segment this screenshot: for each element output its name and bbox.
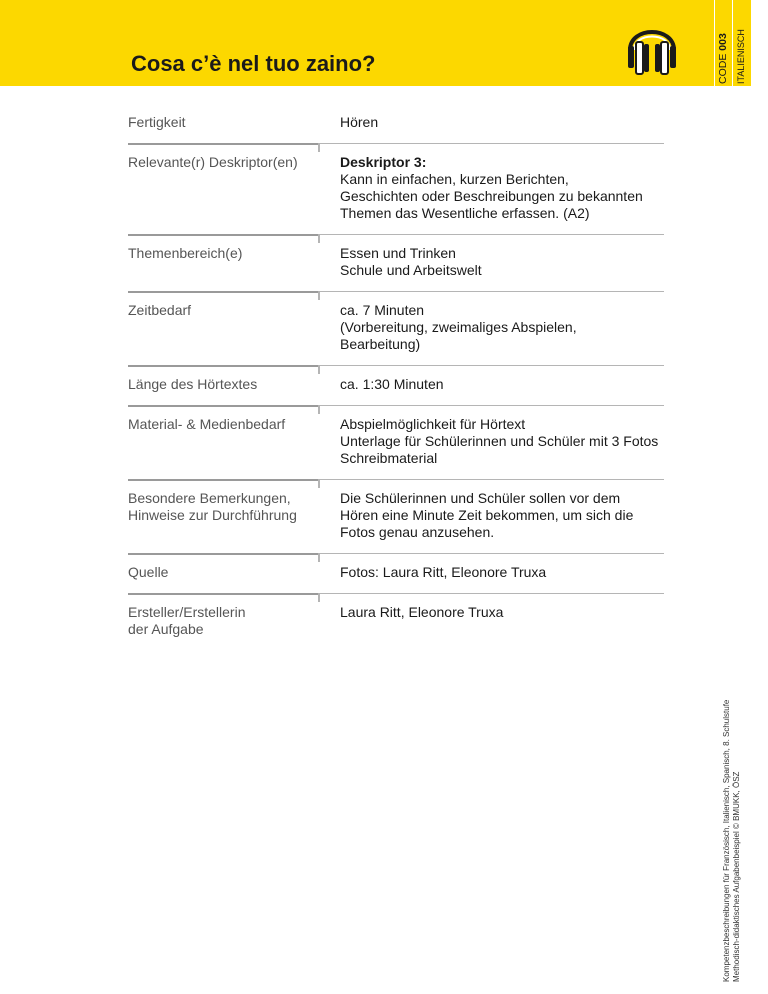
row-themenbereich (128, 234, 664, 291)
row-value: Abspielmöglichkeit für Hörtext Unterlage für Schülerinnen und Schüler mit 3 Fotos Schreibmaterial (340, 416, 659, 466)
row-bemerkungen (128, 479, 664, 553)
footer-credit (722, 700, 742, 982)
code-number: 003 (717, 33, 729, 51)
row-value: Hören (340, 114, 379, 130)
row-value: ca. 1:30 Minuten (340, 376, 444, 392)
row-value: ca. 7 Minuten (Vorbereitung, zweimaliges Abspielen, Bearbeitung) (340, 302, 577, 352)
footer-credit-line-2: Methodisch-didaktisches Aufgabenbeispiel © BMUKK, ÖSZ (732, 771, 741, 982)
row-label: Themenbereich(e) (128, 245, 243, 261)
row-laenge (128, 365, 664, 405)
row-value: Die Schülerinnen und Schüler sollen vor dem Hören eine Minute Zeit bekommen, um sich die Fotos genau anzusehen. (340, 490, 634, 540)
row-label: Material- & Medienbedarf (128, 416, 286, 432)
side-tab-divider (732, 0, 733, 86)
subject-label: ITALIENISCH (736, 29, 746, 84)
row-ersteller (128, 593, 664, 650)
task-info-table (128, 104, 664, 650)
row-label: Quelle (128, 564, 169, 580)
row-deskriptor (128, 143, 664, 234)
headphones-icon (624, 18, 680, 78)
row-label: Besondere Bemerkungen, Hinweise zur Durchführung (128, 490, 297, 523)
row-value: Fotos: Laura Ritt, Eleonore Truxa (340, 564, 547, 580)
descriptor-title: Deskriptor 3: (340, 154, 427, 170)
row-label: Relevante(r) Deskriptor(en) (128, 154, 298, 170)
footer-credit-line-1: Kompetenzbeschreibungen für Französisch, Italienisch, Spanisch, 8. Schulstufe (722, 699, 731, 982)
page-title: Cosa c’è nel tuo zaino? (131, 51, 376, 76)
row-material (128, 405, 664, 479)
row-value: Deskriptor 3: Kann in einfachen, kurzen Berichten, Geschichten oder Beschreibungen zu bekannten Themen das Wesentliche erfassen. (A2) (340, 154, 664, 222)
row-value: Essen und Trinken Schule und Arbeitswelt (340, 245, 482, 278)
row-quelle (128, 553, 664, 593)
row-label: Länge des Hörtextes (128, 376, 258, 392)
row-fertigkeit (128, 104, 664, 143)
row-label: Ersteller/Erstellerin der Aufgabe (128, 604, 246, 637)
row-label: Zeitbedarf (128, 302, 192, 318)
row-zeitbedarf (128, 291, 664, 365)
row-label: Fertigkeit (128, 114, 186, 130)
row-value: Laura Ritt, Eleonore Truxa (340, 604, 504, 620)
code-label: CODE 003 (717, 33, 729, 84)
